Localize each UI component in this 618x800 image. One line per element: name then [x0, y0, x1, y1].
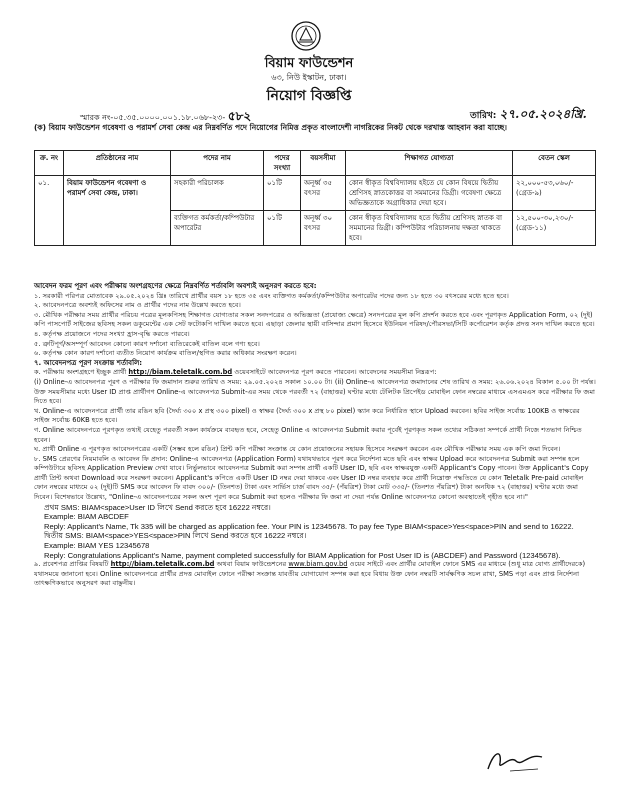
rule-item: ৯. প্রবেশপত্র প্রাপ্তির বিষয়টি http://biam.teletalk.com.bd অথবা বিয়াম ফাউন্ডেশনের www.biam.gov.bd ওয়েব সাইটে এবং প্রার্থীর মোবাইল ফোনে SMS এর মাধ্যমে (শুধু মাত্র যোগ্য প্রার্থীদেরকে) যথাসময়ে জানানো হবে। Online আবেদনপত্রে প্রার্থীর প্রদত্ত মোবাইল ফোনে পরীক্ষা সংক্রান্ত যাবতীয় যোগাযোগ সম্পন্ন করা হবে বিধায় উক্ত ফোন নম্বরটি সার্বক্ষণিক সচল রাখা, SMS পড়া এবং প্রাপ্ত নির্দেশনা তাৎক্ষণিকভাবে অনুসরণ করা বাঞ্ছনীয়।: [34, 560, 586, 588]
table-row: [35, 176, 596, 211]
table-cell: বিয়াম ফাউন্ডেশন গবেষণা ও পরামর্শ সেবা কেন্দ্র, ঢাকা।: [64, 176, 171, 246]
column-header: বেতন স্কেল: [513, 151, 596, 176]
organization-address: ৬৩, নিউ ইস্কাটন, ঢাকা।: [271, 73, 347, 82]
column-header: ক্র. নং: [35, 151, 64, 176]
table-cell: ব্যক্তিগত কর্মকর্তা/কম্পিউটার অপারেটর: [171, 211, 264, 246]
section-heading: ৭. আবেদনপত্র পূরণ সংক্রান্ত শর্তাবলি:: [34, 358, 143, 367]
biam-logo-icon: [290, 20, 322, 52]
table-header-row: [35, 151, 596, 176]
table-cell: ১২,৫০০-৩০,২৩০/- (গ্রেড-১১): [513, 211, 596, 246]
rule-item: ৮. SMS প্রেরণের নিয়মাবলি ও আবেদন ফি প্রদান: Online-এ আবেদনপত্র (Application Form) যথাযথভাবে পূরণ করে নির্দেশনা মতে ছবি এবং স্বাক্ষর Upload করে আবেদনপত্র Submit করা সম্পন্ন হলে কম্পিউটারে ছবিসহ Application Preview দেখা যাবে। নির্ভুলভাবে আবেদনপত্র Submit করা সম্পন্ন প্রার্থী একটি User ID, ছবি এবং স্বাক্ষরযুক্ত একটি Applicant's Copy পাবেন। উক্ত Applicant's Copy প্রার্থী প্রিন্ট অথবা Download করে সংরক্ষণ করবেন। Applicant's কপিতে একটি User ID নম্বর দেয়া থাকবে এবং User ID নম্বর ব্যবহার করে প্রার্থী নিম্নোক্ত পদ্ধতিতে যে কোন Teletalk Pre-paid মোবাইল ফোন নম্বরের মাধ্যমে ০২ (দুই)টি SMS করে আবেদন ফি বাবদ ৩০০/- (তিনশত) টাকা এবং সার্ভিস চার্জ বাবদ ৩৫/- (পঁয়ত্রিশ) টাকা মোট ৩৩৫/- (তিনশত পঁয়ত্রিশ) টাকা অনধিক ৭২ (বাহাত্তর) ঘণ্টার মধ্যে জমা দিবেন। বিশেষভাবে উল্লেখ্য, "Online-এ আবেদনপত্রের সকল অংশ পূরণ করে Submit করা হলেও পরীক্ষার ফি জমা না দেয়া পর্যন্ত Online আবেদনপত্র কোনো অবস্থাতেই গৃহীত হবে না।": [34, 454, 589, 502]
column-header: পদের নাম: [171, 151, 264, 176]
teletalk-apply-link[interactable]: http://biam.teletalk.com.bd: [128, 368, 233, 377]
rule-item: ৩. মৌখিক পরীক্ষার সময় প্রার্থীর পরিচয় পত্রের মূলকপিসহ শিক্ষাগত যোগ্যতার সকল সনদপত্রের ও অভিজ্ঞতা (প্রযোজ্য ক্ষেত্রে) সনদপত্রের মূল কপি প্রদর্শন করতে হবে এবং পূরণকৃত Application Form, ০২ (দুই) কপি পাসপোর্ট সাইজের ছবিসহ সকল ডকুমেন্টের এক সেট ফটোকপি দাখিল করতে হবে। এছাড়া জেলার স্থায়ী বাসিন্দার প্রমাণ হিসেবে ইউনিয়ন পরিষদ/পৌরসভা/সিটি কর্পোরেশন কর্তৃক প্রদত্ত সনদ দাখিল করতে হবে।: [34, 310, 595, 329]
biam-website-link[interactable]: www.biam.gov.bd: [288, 560, 348, 569]
table-cell: অনূর্ধ্ব ৩৫ বৎসর: [301, 176, 346, 211]
rule-item: খ. Online-এ আবেদনপত্রে প্রার্থী তার রঙিন ছবি (দৈর্ঘ্য ৩০০ x প্রস্থ ৩০০ pixel) ও স্বাক্ষর (দৈর্ঘ্য ৩০০ x প্রস্থ ৮০ pixel) স্ক্যান করে নির্ধারিত স্থানে Upload করবেন। ছবির সাইজ সর্বোচ্চ 100KB ও স্বাক্ষরের সাইজ সর্বোচ্চ 60KB হতে হবে।: [34, 406, 580, 425]
signature: [480, 745, 550, 775]
table-cell: ০১টি: [264, 211, 301, 246]
rule-item: (i) Online-এ আবেদনপত্র পূরণ ও পরীক্ষার ফি জমাদান শুরুর তারিখ ও সময়: ২৯.০৫.২০২৪ সকাল ১০.০০ টা। (ii) Online-এ আবেদনপত্র জমাদানের শেষ তারিখ ও সময়: ২৬.০৬.২০২৪ বিকাল ৫.০০ টা পর্যন্ত।: [34, 377, 596, 386]
rule-item: ক. পরীক্ষায় অংশগ্রহণে ইচ্ছুক প্রার্থী http://biam.teletalk.com.bd ওয়েবসাইটে আবেদনপত্র পূরণ করতে পারবেন। আবেদনের সময়সীমা নিম্নরূপ:: [34, 368, 437, 377]
rule-item: ২. আবেদনপত্রে অবশ্যই অফিসের নাম ও প্রার্থীর পদের নাম উল্লেখ করতে হবে।: [34, 301, 241, 310]
column-header: বয়সসীমা: [301, 151, 346, 176]
table-cell: ২২,০০০-৫৩,০৬০/- (গ্রেড-৯): [513, 176, 596, 211]
column-header: শিক্ষাগত যোগ্যতা: [346, 151, 513, 176]
table-cell: কোন স্বীকৃত বিশ্ববিদ্যালয় হইতে যে কোন বিষয়ে দ্বিতীয় শ্রেণিসহ স্নাতকোত্তর বা সমমানের ডিগ্রী। গবেষণা ক্ষেত্রে অভিজ্ঞতাকে অগ্রাধিকার দেয়া হবে।: [346, 176, 513, 211]
sms-example: Example: BIAM ABCDEF: [44, 512, 129, 522]
sms-reply: Reply: Applicant's Name, Tk 335 will be charged as application fee. Your PIN is 12345678. To pay fee Type BIAM<space>Yes<space>PIN and send to 16222.: [44, 521, 574, 531]
posts-table: [34, 150, 596, 246]
rule-item: গ. Online আবেদনপত্রে পূরণকৃত তথ্যই যেহেতু পরবর্তী সকল কার্যক্রমে ব্যবহৃত হবে, সেহেতু Online এ আবেদনপত্র Submit করার পূর্বেই পূরণকৃত সকল তথ্যের সঠিকতা সম্পর্কে প্রার্থী নিজে শতভাগ নিশ্চিত হবেন।: [34, 425, 582, 444]
notice-date: তারিখ: ২৭.০৫.২০২৪খ্রি.: [470, 107, 587, 121]
rule-item: ৪. কর্তৃপক্ষ প্রয়োজনে পদের সংখ্যা হ্রাস-বৃদ্ধি করতে পারবে।: [34, 329, 190, 338]
teletalk-site-link[interactable]: http://biam.teletalk.com.bd: [110, 560, 215, 569]
sms-instruction: প্রথম SMS: BIAM<space>User ID লিখে Send করতে হবে 16222 নম্বরে।: [44, 502, 271, 512]
column-header: প্রতিষ্ঠানের নাম: [64, 151, 171, 176]
section-heading: আবেদন ফরম পূরণ এবং পরীক্ষায় অংশগ্রহণের ক্ষেত্রে নিম্নবর্ণিত শর্তাবলি অবশ্যই অনুসরণ করতে হবে:: [34, 282, 317, 290]
table-cell: ০১টি: [264, 176, 301, 211]
table-cell: কোন স্বীকৃত বিশ্ববিদ্যালয় হতে দ্বিতীয় শ্রেণিসহ স্নাতক বা সমমানের ডিগ্রী। কম্পিউটার পরিচালনায় দক্ষতা থাকতে হবে।: [346, 211, 513, 246]
column-header: পদের সংখ্যা: [264, 151, 301, 176]
rule-item: উক্ত সময়সীমার মধ্যে User ID প্রাপ্ত প্রার্থীগণ Online-এ আবেদনপত্র Submit-এর সময় থেকে পরবর্তী ৭২ (বাহাত্তর) ঘণ্টার মধ্যে টেলিটক প্রিপেইড মোবাইল ফোন নম্বরের মাধ্যমে এসএমএস করে পরীক্ষার ফি জমা দিতে হবে।: [34, 387, 595, 406]
intro-paragraph: (ক) বিয়াম ফাউন্ডেশন গবেষণা ও পরামর্শ সেবা কেন্দ্র এর নিম্নবর্ণিত পদে নিয়োগের নিমিত্ত প্রকৃত বাংলাদেশী নাগরিকের নিকট থেকে দরখাস্ত আহবান করা যাচ্ছে।: [34, 123, 507, 132]
table-cell: ০১.: [35, 176, 64, 246]
memo-reference: স্মারক নং-০৫.৩৫.০০০০.০০১.১৮.০৬৮-২৩- ৫৮২: [80, 109, 252, 123]
rule-item: ৫. ত্রুটিপূর্ণ/অসম্পূর্ণ আবেদন কোনো কারণ দর্শানো ব্যতিরেকেই বাতিল বলে গণ্য হবে।: [34, 339, 260, 348]
instructions-section: [34, 282, 596, 589]
rule-item: ১. সরকারী পরিপত্র মোতাবেক ২৯.০৫.২০২৪ খ্রিঃ তারিখে প্রার্থীর বয়স ১৮ হতে ৩৫ এবং ব্যক্তিগত কর্মকর্তা/কম্পিউটার অপারেটর পদের জন্য ১৮ হতে ৩০ বৎসরের মধ্যে হতে হবে।: [34, 291, 509, 300]
rule-item: ৬. কর্তৃপক্ষ কোন কারণ দর্শানো ব্যতীত নিয়োগ কার্যক্রম বাতিল/স্থগিত করার অধিকার সংরক্ষণ করেন।: [34, 349, 297, 358]
notice-title: নিয়োগ বিজ্ঞপ্তি: [266, 88, 352, 104]
rule-item: ঘ. প্রার্থী Online এ পূরণকৃত আবেদনপত্রের একটি (সম্ভব হলে রঙিন) প্রিন্ট কপি পরীক্ষা সংক্রান্ত যে কোন প্রয়োজনের সহায়ক হিসেবে সংরক্ষণ করবেন এবং মৌখিক পরীক্ষার সময় এক কপি জমা দিবেন।: [34, 445, 561, 454]
table-cell: অনূর্ধ্ব ৩০ বৎসর: [301, 211, 346, 246]
organization-name: বিয়াম ফাউন্ডেশন: [264, 56, 354, 71]
table-cell: সহকারী পরিচালক: [171, 176, 264, 211]
sms-instruction: দ্বিতীয় SMS: BIAM<space>YES<space>PIN লিখে Send করতে হবে 16222 নম্বরে।: [44, 531, 307, 541]
sms-example: Example: BIAM YES 12345678: [44, 541, 150, 551]
sms-reply: Reply: Congratulations Applicant's Name, payment completed successfully for BIAM Application for Post User ID is (ABCDEF) and Password (12345678).: [44, 550, 561, 560]
